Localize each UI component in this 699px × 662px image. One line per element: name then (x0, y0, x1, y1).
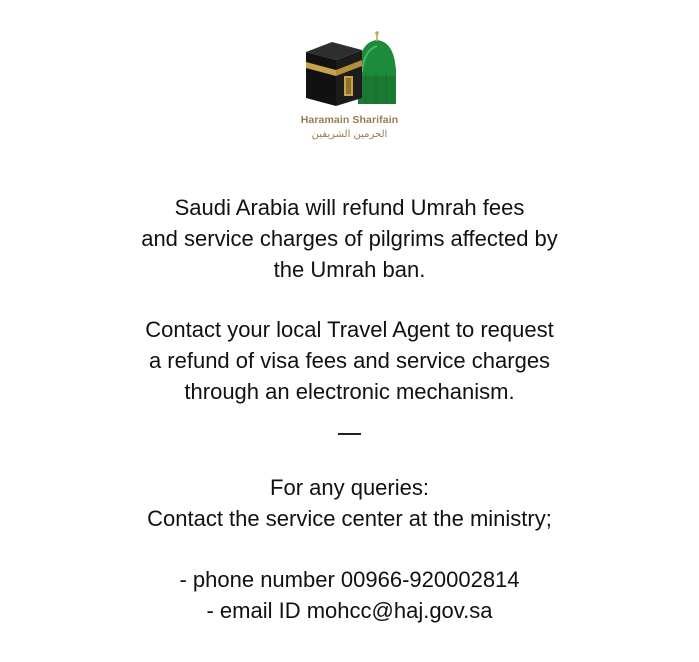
queries-section (0, 472, 699, 534)
logo (0, 28, 699, 140)
announcement-paragraph (0, 192, 699, 285)
announcement-line: Saudi Arabia will refund Umrah fees (174, 195, 525, 220)
announcement-line: and service charges of pilgrims affected by (141, 226, 558, 251)
instructions-paragraph (0, 314, 699, 407)
announcement-line: the Umrah ban. (273, 257, 426, 282)
contact-section (0, 564, 699, 626)
instructions-line: a refund of visa fees and service charges (148, 348, 551, 373)
kaaba-icon (306, 42, 362, 106)
kaaba-and-green-dome-icon (300, 28, 400, 110)
instructions-line: Contact your local Travel Agent to request (145, 317, 554, 342)
divider-line (338, 433, 361, 435)
logo-name-arabic: الحرمين الشريفين (311, 129, 388, 140)
logo-name-english: Haramain Sharifain (300, 114, 399, 126)
contact-phone: - phone number 00966-920002814 (179, 567, 520, 592)
green-dome-icon (358, 31, 396, 104)
instructions-line: through an electronic mechanism. (184, 379, 515, 404)
contact-email: - email ID mohcc@haj.gov.sa (206, 598, 493, 623)
queries-heading: For any queries: (270, 475, 429, 500)
queries-subheading: Contact the service center at the ministry; (147, 506, 552, 531)
